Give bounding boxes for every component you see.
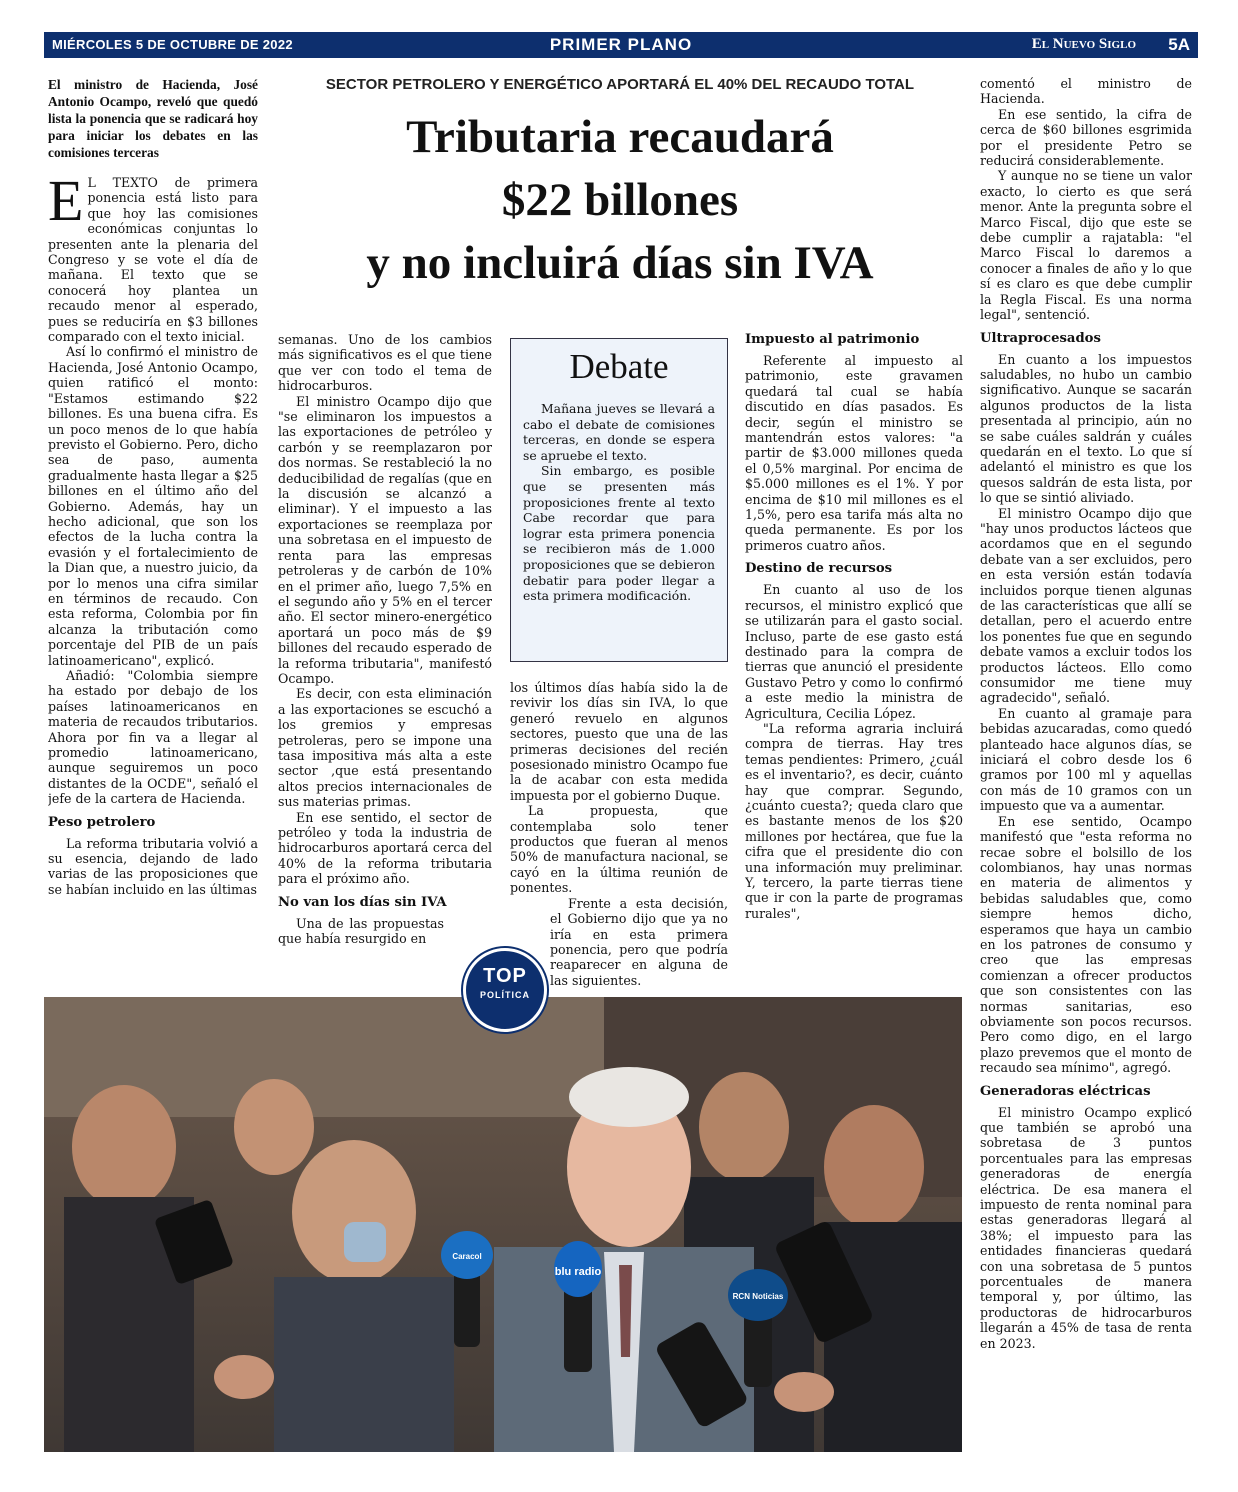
- paragraph: La reforma tributaria volvió a su esencia, dejando de lado varias de las proposiciones que se habían incluido en las últimas: [48, 835, 258, 897]
- press-photo: [44, 997, 962, 1452]
- column-2: [278, 332, 492, 992]
- paragraph: En ese sentido, el sector de petróleo y toda la industria de hidrocarburos aportará cerca del 40% de la reforma tributaria para el próximo año.: [278, 809, 492, 887]
- debate-title: Debate: [569, 347, 669, 386]
- paragraph: El ministro Ocampo explicó que también se aprobó una sobretasa de 3 puntos porcentuales para las empresas generadoras de energía eléctrica. De esa manera el impuesto de renta nominal para estas generadoras llegará al 38%; el impuesto para las entidades financieras quedará con una sobretasa de 5 puntos porcentuales de manera temporal y, por último, las productoras de hidrocarburos llegarán a 45% de tasa de renta en 2023.: [980, 1104, 1192, 1351]
- paragraph: Frente a esta decisión, el Gobierno dijo que ya no iría en esta primera ponencia, pero que podría reaparecer en alguna de las siguientes.: [550, 895, 728, 988]
- mic-flag-caracol: Caracol: [452, 1252, 482, 1261]
- mic-flag-rcn: RCN Noticias: [732, 1292, 784, 1301]
- paragraph: El ministro Ocampo dijo que "hay unos productos lácteos que acordamos que en el segundo debate van a ser excluidos, pero en esta versión están todavía incluidos porque tienen algunas de las características que allí se detallan, pero el acuerdo entre los ponentes fue que en segundo debate vamos a excluir todos los productos lácteos. Ello como consumidor me tiene muy agradecido", señaló.: [980, 505, 1192, 706]
- newspaper-name: El Nuevo Siglo: [1031, 36, 1136, 52]
- subhead-peso-petrolero: Peso petrolero: [48, 814, 156, 830]
- headline-line-2: $22 billones: [501, 174, 739, 226]
- paragraph: Es decir, con esta eliminación a las exportaciones se escuchó a los gremios y empresas petroleras, pero se impone una tasa impositiva más alta a este sector ,que está presentando altos precios internacionales de sus materias primas.: [278, 686, 492, 810]
- paragraph: En cuanto a los impuestos saludables, no hubo un cambio significativo. Aunque se sacarán algunos productos de la lista presentada al principio, aún no se sabe cuáles saldrán y cuáles quedarán en el texto. Lo que sí adelantó el ministro es que los quesos saldrán de esta lista, por lo que se sintió aliviado.: [980, 351, 1192, 506]
- paragraph: los últimos días había sido la de revivir los días sin IVA, lo que generó revuelo en algunos sectores, puesto que una de las primeras decisiones del recién posesionado ministro Ocampo fue la de acabar con esta medida impuesta por el gobierno Duque.: [510, 680, 728, 803]
- section-title: PRIMER PLANO: [549, 35, 693, 54]
- paragraph: En cuanto al gramaje para bebidas azucaradas, como quedó planteado hace algunos días, se iniciará el cobro desde los 6 gramos por 100 ml y aquellas con más de 10 gramos con un impuesto que va a aumentar.: [980, 705, 1192, 814]
- subhead-dias-sin-iva: No van los días sin IVA: [278, 894, 447, 910]
- paragraph: Así lo confirmó el ministro de Hacienda, José Antonio Ocampo, quien ratificó el monto: "Estamos estimando $22 billones. Es una buena cifra. Es un poco menos de lo que había previsto el Gobierno. Pero, dicho sea de paso, aumenta gradualmente hasta llegar a $25 billones en el último año del Gobierno. Además, hay un hecho adicional, que son los efectos de la lucha contra la evasión y el fortalecimiento de la Dian que, a nuestro juicio, da por lo menos una cifra similar en términos de recaudo. Con esta reforma, Colombia por fin alcanza la tributación como porcentaje del PIB de un país latinoamericano", explicó.: [48, 344, 258, 668]
- subhead-generadoras-electricas: Generadoras eléctricas: [980, 1083, 1151, 1099]
- paragraph: Mañana jueves se llevará a cabo el debate de comisiones terceras, en donde se espera se apruebe el texto.: [523, 401, 715, 463]
- badge-top: TOP: [483, 965, 527, 987]
- top-politica-badge: [463, 948, 547, 1032]
- paragraph: En cuanto al uso de los recursos, el ministro explicó que se utilizarán para el gasto social. Incluso, parte de ese gasto está destinado para la compra de tierras que anunció el presidente Gustavo Petro y como lo confirmó a este medio la ministra de Agricultura, Cecilia López.: [745, 582, 963, 721]
- badge-politica: POLÍTICA: [480, 990, 530, 1000]
- paragraph: Y aunque no se tiene un valor exacto, lo cierto es que será menor. Ante la pregunta sobre el Marco Fiscal, dijo que este se debe cumplir a rajatabla: "el Marco Fiscal lo daremos a conocer a finales de año y lo que sí es claro es que debe cumplir la Regla Fiscal. Es una norma legal", sentenció.: [980, 168, 1192, 323]
- paragraph: Referente al impuesto al patrimonio, este gravamen quedará tal cual se había discutido en días pasados. Es decir, según el ministro se mantendrán estos valores: "a partir de $3.000 millones queda el 0,5% marginal. Por encima de $5.000 millones es el 1%. Y por encima de $10 mil millones es el 1,5%, pero esa tarifa más alta no queda permanente. Es por los primeros cuatro años.: [745, 353, 963, 553]
- paragraph: semanas. Uno de los cambios más significativos es el que tiene que ver con todo el tema de hidrocarburos.: [278, 332, 492, 394]
- mic-flag-blu: blu radio: [554, 1266, 602, 1278]
- debate-box: [510, 338, 728, 662]
- column-1: [48, 76, 258, 994]
- subhead-destino-recursos: Destino de recursos: [745, 561, 893, 577]
- paragraph: Añadió: "Colombia siempre ha estado por debajo de los países latinoamericanos en materia de recaudos tributarios. Ahora por fin va a llegar al promedio latinoamericano, aunque seguiremos un poco distantes de la OCDE", señaló el jefe de la cartera de Hacienda.: [48, 668, 258, 807]
- drop-cap: E: [48, 168, 84, 233]
- paragraph: "La reforma agraria incluirá compra de tierras. Hay tres temas pendientes: Primero, ¿cuál es el inventario?, es decir, cuánto hay que comprar. Segundo, ¿cuánto cuesta?; queda claro que es bastante menos de los $20 millones por hectárea, que fue la cifra que el presidente dio con una información muy preliminar. Y, tercero, la parte tierras tiene que ir con la parte de programas rurales",: [745, 720, 963, 921]
- paragraph: El ministro Ocampo dijo que "se eliminaron los impuestos a las exportaciones de petróleo y carbón y se reemplazaron por dos normas. Se restableció la no deducibilidad de regalías (que en la discusión se alcanzó a eliminar). Y el impuesto a las exportaciones se reemplaza por una sobretasa en el impuesto de renta para las empresas petroleras y de carbón de 10% en el primer año, luego 7,5% en el segundo año y 5% en el tercer año. El sector minero-energético aportará un poco más de $9 billones del recaudo esperado de la reforma tributaria", manifestó Ocampo.: [278, 393, 492, 686]
- column-5: [980, 76, 1192, 1476]
- headline-line-1: Tributaria recaudará: [406, 111, 834, 163]
- page-number: 5A: [1168, 35, 1190, 54]
- paragraph: Sin embargo, es posible que se presenten más proposiciones frente al texto Cabe recordar que para lograr esta primera ponencia se recibieron más de 1.000 proposiciones que se debieron debatir para poder llegar a esta primera modificación.: [523, 463, 715, 604]
- paragraph: Una de las propuestas que había resurgido en: [278, 915, 444, 947]
- kicker: SECTOR PETROLERO Y ENERGÉTICO APORTARÁ EL 40% DEL RECAUDO TOTAL: [325, 76, 915, 93]
- page-header-bar: [44, 32, 1198, 58]
- issue-date: MIÉRCOLES 5 DE OCTUBRE DE 2022: [52, 37, 293, 52]
- paragraph: E L TEXTO de primera ponencia está listo para que hoy las comisiones económicas conjuntas lo presenten ante la plenaria del Congreso y se vote el día de mañana. El texto que se conocerá hoy plantea un recaudo menor al esperado, pues se reduciría en $3 billones comparado con el texto inicial.: [48, 168, 258, 345]
- headline-line-3: y no incluirá días sin IVA: [366, 237, 874, 289]
- subhead-ultraprocesados: Ultraprocesados: [980, 330, 1101, 346]
- column-4: [745, 332, 963, 992]
- column-3: [510, 680, 728, 992]
- headline: [290, 106, 950, 295]
- paragraph: En ese sentido, la cifra de cerca de $60 billones esgrimida por el presidente Petro se reducirá considerablemente.: [980, 106, 1192, 169]
- paragraph: comentó el ministro de Hacienda.: [980, 76, 1192, 107]
- subhead-impuesto-patrimonio: Impuesto al patrimonio: [745, 332, 920, 347]
- press-photo-illustration: [44, 997, 962, 1452]
- paragraph: La propuesta, que contemplaba solo tener productos que fueran al menos 50% de manufactura nacional, se cayó en la última reunión de ponentes.: [510, 803, 728, 896]
- article-lead: El ministro de Hacienda, José Antonio Ocampo, reveló que quedó lista la ponencia que se radicará hoy para iniciar los debates en las comisiones terceras: [48, 77, 258, 160]
- paragraph: En ese sentido, Ocampo manifestó que "esta reforma no recae sobre el bolsillo de los colombianos, hay unas normas en materia de alimentos y bebidas saludables que, como siempre hemos dicho, esperamos que haya un cambio en los patrones de consumo y creo que las empresas comienzan a ofrecer productos que son consistentes con las normas sanitarias, eso obviamente son pocos recursos. Pero como digo, en el largo plazo prevemos que el monto de recaudo sea mínimo", agregó.: [980, 813, 1192, 1076]
